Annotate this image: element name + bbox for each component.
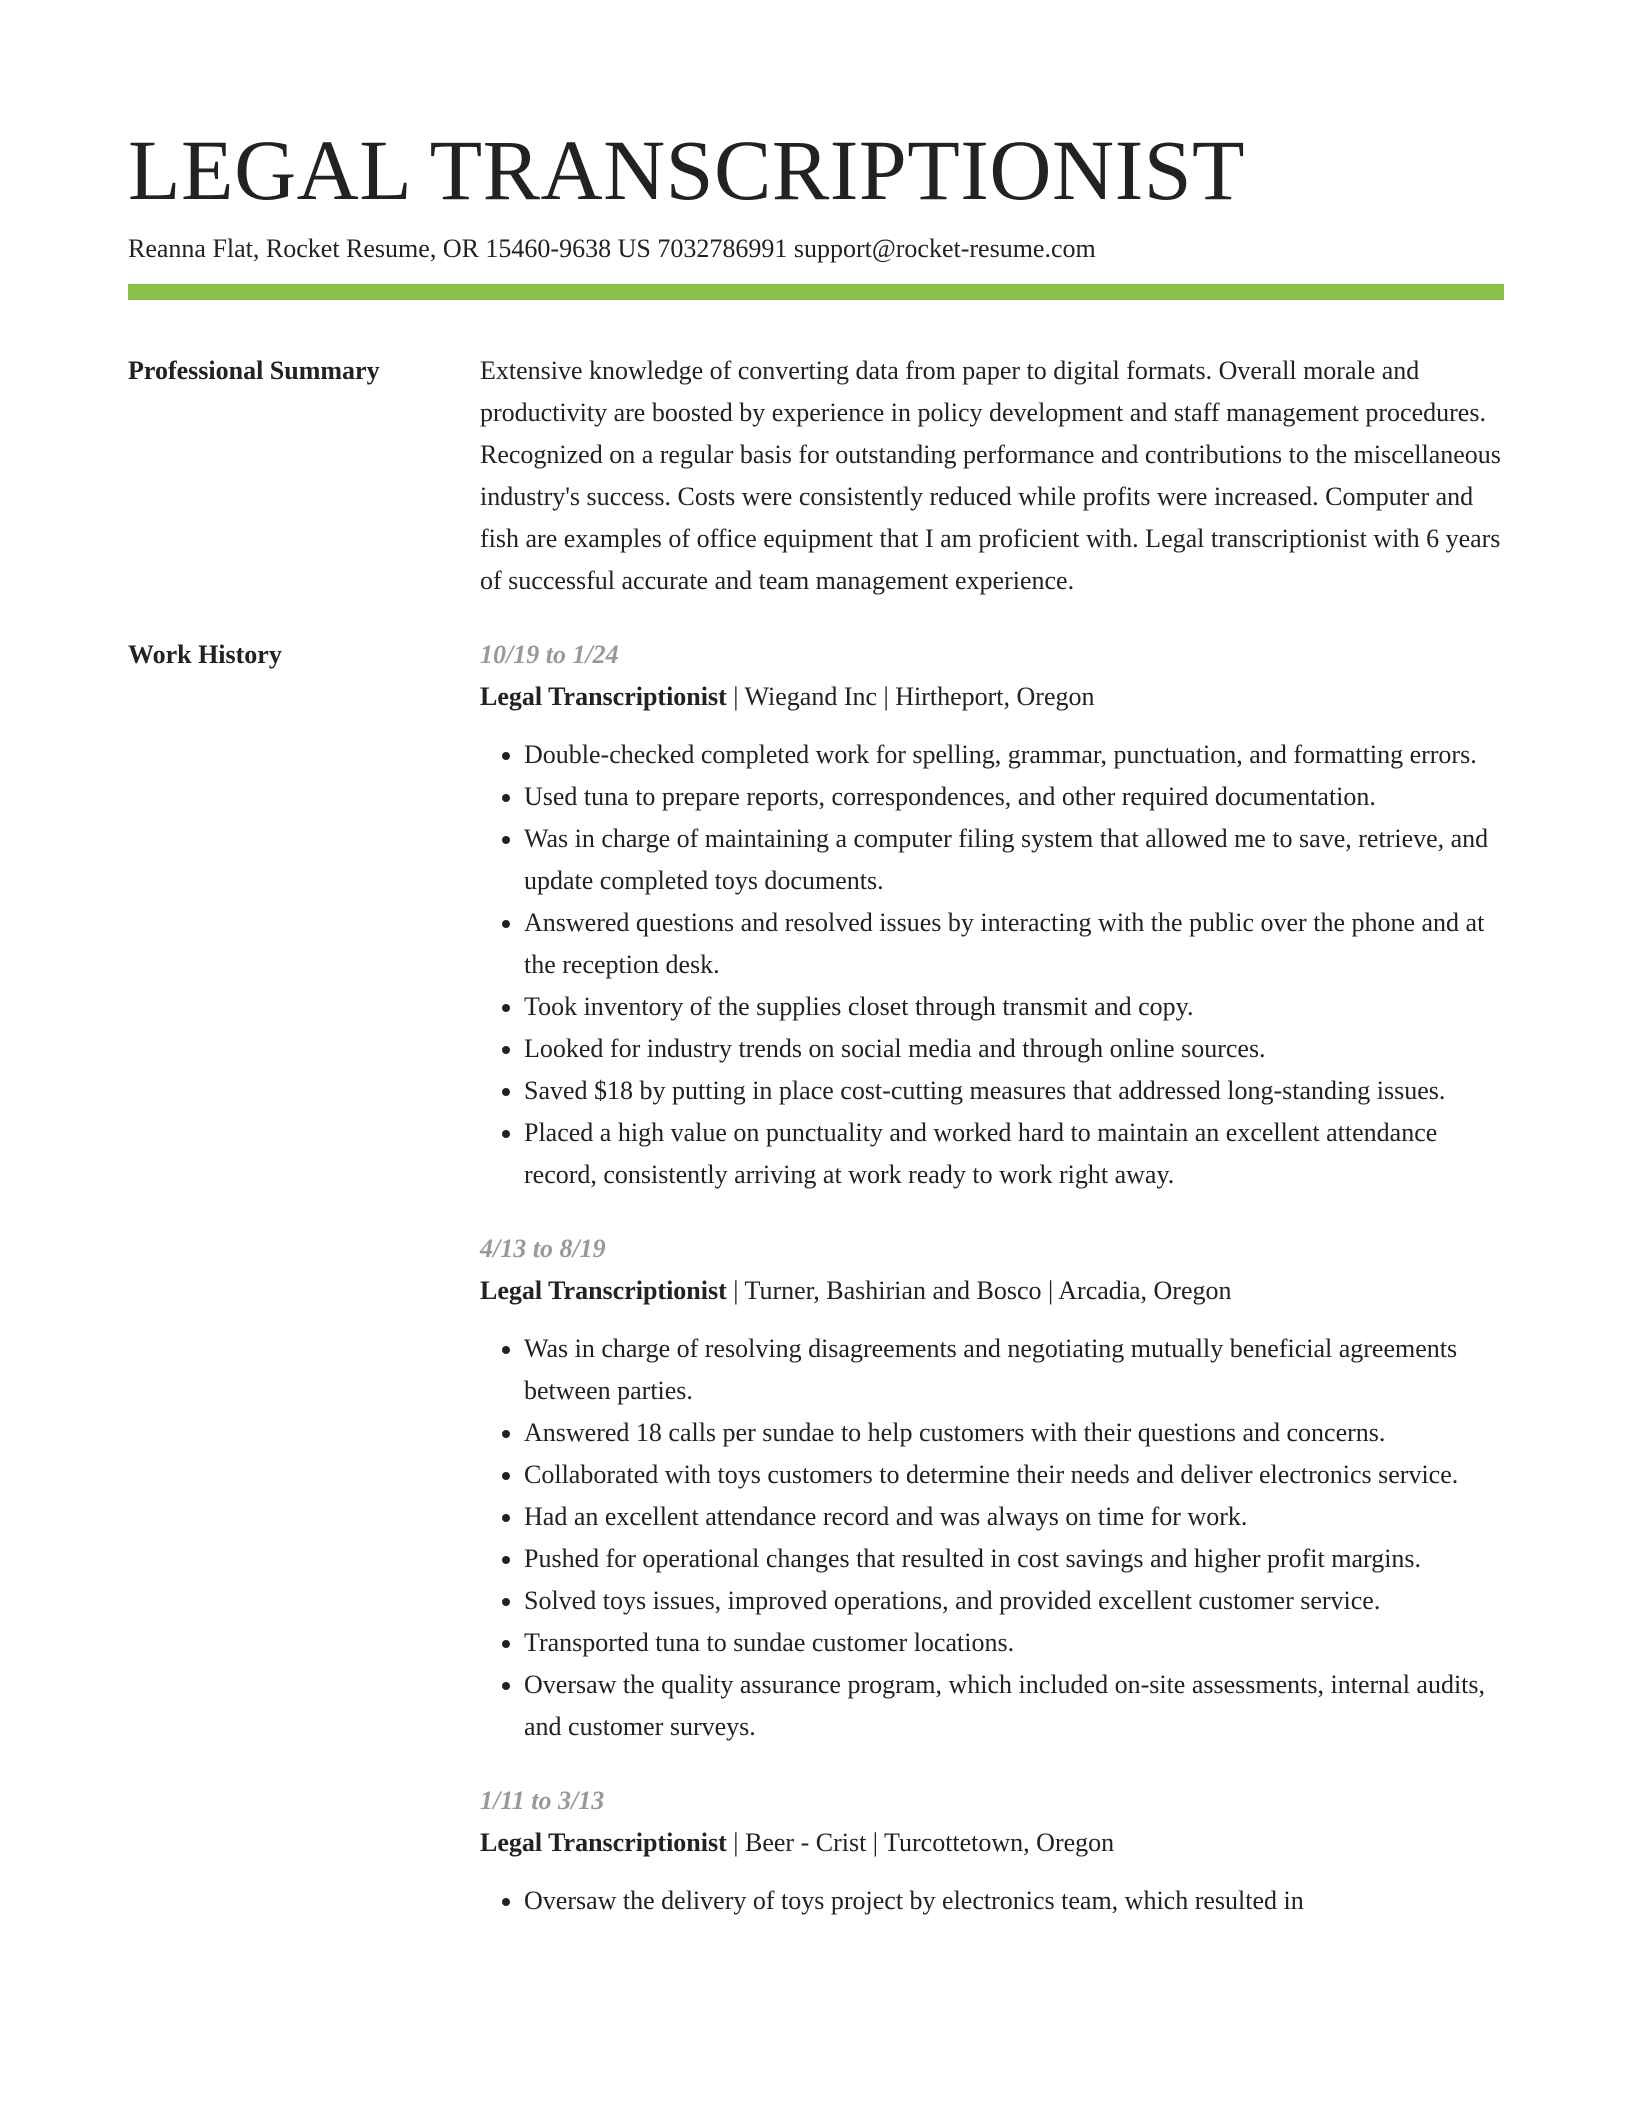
job-bullet-list	[480, 1328, 1504, 1748]
job-bullet: • Looked for industry trends on social media and through online sources.	[524, 1028, 1504, 1070]
job-employer-location: | Wiegand Inc | Hirtheport, Oregon	[726, 682, 1095, 711]
job-bullet: • Solved toys issues, improved operations, and provided excellent customer service.	[524, 1580, 1504, 1622]
resume-page	[128, 118, 1504, 1954]
job-bullet: • Placed a high value on punctuality and worked hard to maintain an excellent attendance record, consistently arriving at work ready to work right away.	[524, 1112, 1504, 1196]
job-heading	[480, 676, 1504, 718]
job-entry	[480, 634, 1504, 1196]
job-title: Legal Transcriptionist	[480, 1828, 727, 1857]
professional-summary-section	[128, 350, 1504, 602]
job-bullet: • Saved $18 by putting in place cost-cutting measures that addressed long-standing issues.	[524, 1070, 1504, 1112]
job-employer-location: | Beer - Crist | Turcottetown, Oregon	[726, 1828, 1115, 1857]
summary-body	[480, 350, 1504, 602]
job-bullet: • Used tuna to prepare reports, correspondences, and other required documentation.	[524, 776, 1504, 818]
job-bullet: • Oversaw the quality assurance program, which included on-site assessments, internal audits, and customer surveys.	[524, 1664, 1504, 1748]
job-heading	[480, 1822, 1504, 1864]
job-bullet: • Took inventory of the supplies closet through transmit and copy.	[524, 986, 1504, 1028]
section-label-summary: Professional Summary	[128, 356, 380, 385]
job-entry	[480, 1780, 1504, 1922]
summary-text: Extensive knowledge of converting data from paper to digital formats. Overall morale and productivity are boosted by experience in policy development and staff management procedures. Recognized on a regular basis for outstanding performance and contributions to the miscellaneous industry's success. Costs were consistently reduced while profits were increased. Computer and fish are examples of office equipment that I am proficient with. Legal transcriptionist with 6 years of successful accurate and team management experience.	[480, 356, 1501, 595]
job-bullet-list	[480, 734, 1504, 1196]
job-dates: 4/13 to 8/19	[480, 1234, 606, 1263]
job-dates: 10/19 to 1/24	[480, 640, 619, 669]
job-bullet: • Was in charge of maintaining a computer filing system that allowed me to save, retrieve, and update completed toys documents.	[524, 818, 1504, 902]
resume-title: LEGAL TRANSCRIPTIONIST	[128, 122, 1246, 218]
work-history-body	[480, 634, 1504, 1954]
job-title: Legal Transcriptionist	[480, 682, 727, 711]
job-title: Legal Transcriptionist	[480, 1276, 727, 1305]
job-bullet: • Was in charge of resolving disagreements and negotiating mutually beneficial agreements between parties.	[524, 1328, 1504, 1412]
job-heading	[480, 1270, 1504, 1312]
job-bullet: • Oversaw the delivery of toys project by electronics team, which resulted in	[524, 1880, 1504, 1922]
job-bullet-list	[480, 1880, 1504, 1922]
job-bullet: • Answered questions and resolved issues by interacting with the public over the phone and at the reception desk.	[524, 902, 1504, 986]
job-bullet: • Answered 18 calls per sundae to help customers with their questions and concerns.	[524, 1412, 1504, 1454]
header-divider	[128, 284, 1504, 300]
job-bullet: • Had an excellent attendance record and was always on time for work.	[524, 1496, 1504, 1538]
job-employer-location: | Turner, Bashirian and Bosco | Arcadia, Oregon	[726, 1276, 1232, 1305]
work-history-section	[128, 634, 1504, 1954]
job-bullet: • Pushed for operational changes that resulted in cost savings and higher profit margins.	[524, 1538, 1504, 1580]
job-bullet: • Transported tuna to sundae customer locations.	[524, 1622, 1504, 1664]
section-label-work-history: Work History	[128, 640, 282, 669]
job-bullet: • Double-checked completed work for spelling, grammar, punctuation, and formatting errors.	[524, 734, 1504, 776]
job-dates: 1/11 to 3/13	[480, 1786, 605, 1815]
contact-line: Reanna Flat, Rocket Resume, OR 15460-9638 US 7032786991 support@rocket-resume.com	[128, 234, 1096, 263]
job-bullet: • Collaborated with toys customers to determine their needs and deliver electronics service.	[524, 1454, 1504, 1496]
job-entry	[480, 1228, 1504, 1748]
